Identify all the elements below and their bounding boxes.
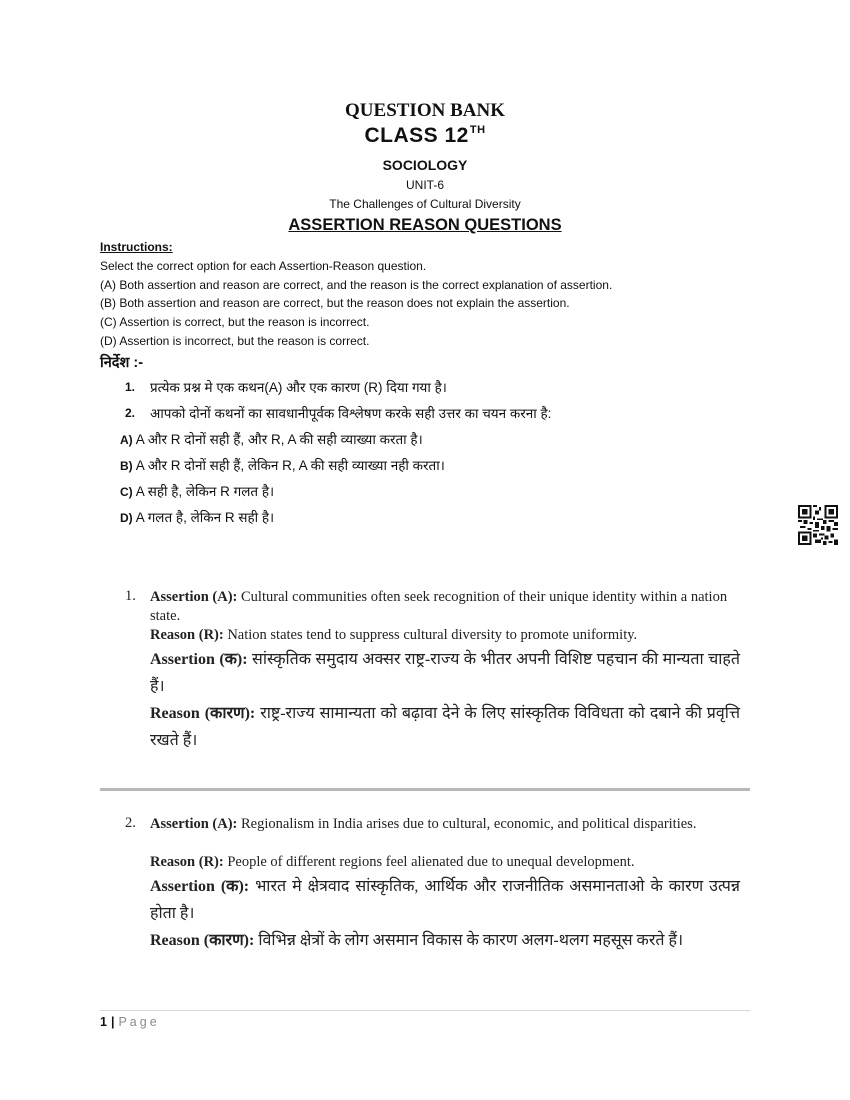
- assertion-hi-text: सांस्कृतिक समुदाय अक्सर राष्ट्र-राज्य के भीतर अपनी विशिष्ट पहचान की मान्यता चाहते हैं।: [150, 651, 741, 695]
- footer-divider: [100, 1010, 750, 1011]
- hindi-option-c: [120, 482, 274, 500]
- question-number: 2.: [125, 815, 136, 831]
- document-title: QUESTION BANK: [345, 100, 505, 121]
- option-label: B): [120, 459, 133, 473]
- question-2: [125, 815, 740, 985]
- option-text: A सही है, लेकिन R गलत है।: [135, 484, 275, 499]
- assertion-en: [150, 588, 740, 625]
- reason-text: Nation states tend to suppress cultural diversity to promote uniformity.: [227, 627, 638, 643]
- assertion-label: Assertion (A):: [150, 589, 238, 605]
- assertion-hi-label: Assertion (क):: [150, 878, 250, 895]
- reason-hi-text: राष्ट्र-राज्य सामान्यता को बढ़ावा देने के लिए सांस्कृतिक विविधता को दबाने की प्रवृत्ति रखते हैं।: [150, 705, 741, 749]
- reason-en: [150, 626, 740, 645]
- assertion-label: Assertion (A):: [150, 816, 238, 832]
- option-label: D): [120, 511, 133, 525]
- instruction-line: Select the correct option for each Assertion-Reason question.: [100, 258, 427, 273]
- assertion-en: [150, 815, 740, 834]
- footer-separator: |: [110, 1015, 115, 1029]
- reason-hi-label: Reason (कारण):: [150, 932, 255, 949]
- instructions-block: [100, 238, 612, 351]
- assertion-text: Regionalism in India arises due to cultural, economic, and political disparities.: [241, 816, 697, 832]
- instruction-line: (A) Both assertion and reason are correct, and the reason is the correct explanation of assertion.: [100, 277, 613, 292]
- instructions-heading: Instructions:: [100, 240, 173, 254]
- class-label: CLASS 12: [364, 124, 469, 147]
- section-title: ASSERTION REASON QUESTIONS: [288, 216, 562, 234]
- option-label: C): [120, 485, 133, 499]
- page-label: Page: [118, 1015, 160, 1029]
- reason-label: Reason (R):: [150, 627, 224, 643]
- assertion-hi-text: भारत मे क्षेत्रवाद सांस्कृतिक, आर्थिक और राजनीतिक असमानताओ के कारण उत्पन्न होता है।: [150, 878, 740, 922]
- page-footer: [100, 1015, 160, 1029]
- instruction-line: (C) Assertion is correct, but the reason is incorrect.: [100, 315, 370, 330]
- assertion-text: Cultural communities often seek recognition of their unique identity within a nation state.: [150, 589, 728, 624]
- subject-heading: SOCIOLOGY: [382, 157, 468, 173]
- hindi-instructions-heading: निर्देश :-: [100, 355, 144, 371]
- reason-text: People of different regions feel alienated due to unequal development.: [227, 854, 635, 870]
- assertion-hi-label: Assertion (क):: [150, 651, 248, 668]
- reason-label: Reason (R):: [150, 854, 224, 870]
- assertion-hi: [150, 646, 740, 700]
- hindi-item-number: 1.: [125, 380, 136, 394]
- hindi-item-number: 2.: [125, 406, 136, 420]
- hindi-option-a: [120, 430, 423, 448]
- reason-hi-text: विभिन्न क्षेत्रों के लोग असमान विकास के कारण अलग-थलग महसूस करते हैं।: [258, 932, 684, 949]
- question-1: [125, 588, 740, 758]
- hindi-option-d: [120, 508, 274, 526]
- unit-heading: UNIT-6: [405, 178, 444, 192]
- hindi-option-b: [120, 456, 445, 474]
- class-heading: [0, 124, 850, 148]
- hindi-item-text: प्रत्येक प्रश्न मे एक कथन(A) और एक कारण (R) दिया गया है।: [150, 380, 447, 395]
- unit-title: The Challenges of Cultural Diversity: [329, 197, 521, 211]
- option-text: A और R दोनों सही हैं, लेकिन R, A की सही व्याख्या नही करता।: [135, 458, 445, 473]
- reason-hi: [150, 927, 740, 954]
- class-superscript: TH: [469, 124, 486, 136]
- question-number: 1.: [125, 588, 136, 604]
- assertion-hi: [150, 873, 740, 927]
- page-number: 1: [100, 1015, 107, 1029]
- option-text: A गलत है, लेकिन R सही है।: [135, 510, 275, 525]
- question-divider: [100, 788, 750, 791]
- instruction-line: (B) Both assertion and reason are correct, but the reason does not explain the assertion.: [100, 296, 570, 311]
- qr-code-icon: [798, 505, 838, 545]
- hindi-item-text: आपको दोनों कथनों का सावधानीपूर्वक विश्लेषण करके सही उत्तर का चयन करना है:: [150, 406, 552, 421]
- reason-hi: [150, 700, 740, 754]
- reason-hi-label: Reason (कारण):: [150, 705, 256, 722]
- option-text: A और R दोनों सही हैं, और R, A की सही व्याख्या करता है।: [135, 432, 423, 447]
- reason-en: [150, 853, 740, 872]
- option-label: A): [120, 433, 133, 447]
- instruction-line: (D) Assertion is incorrect, but the reason is correct.: [100, 333, 370, 348]
